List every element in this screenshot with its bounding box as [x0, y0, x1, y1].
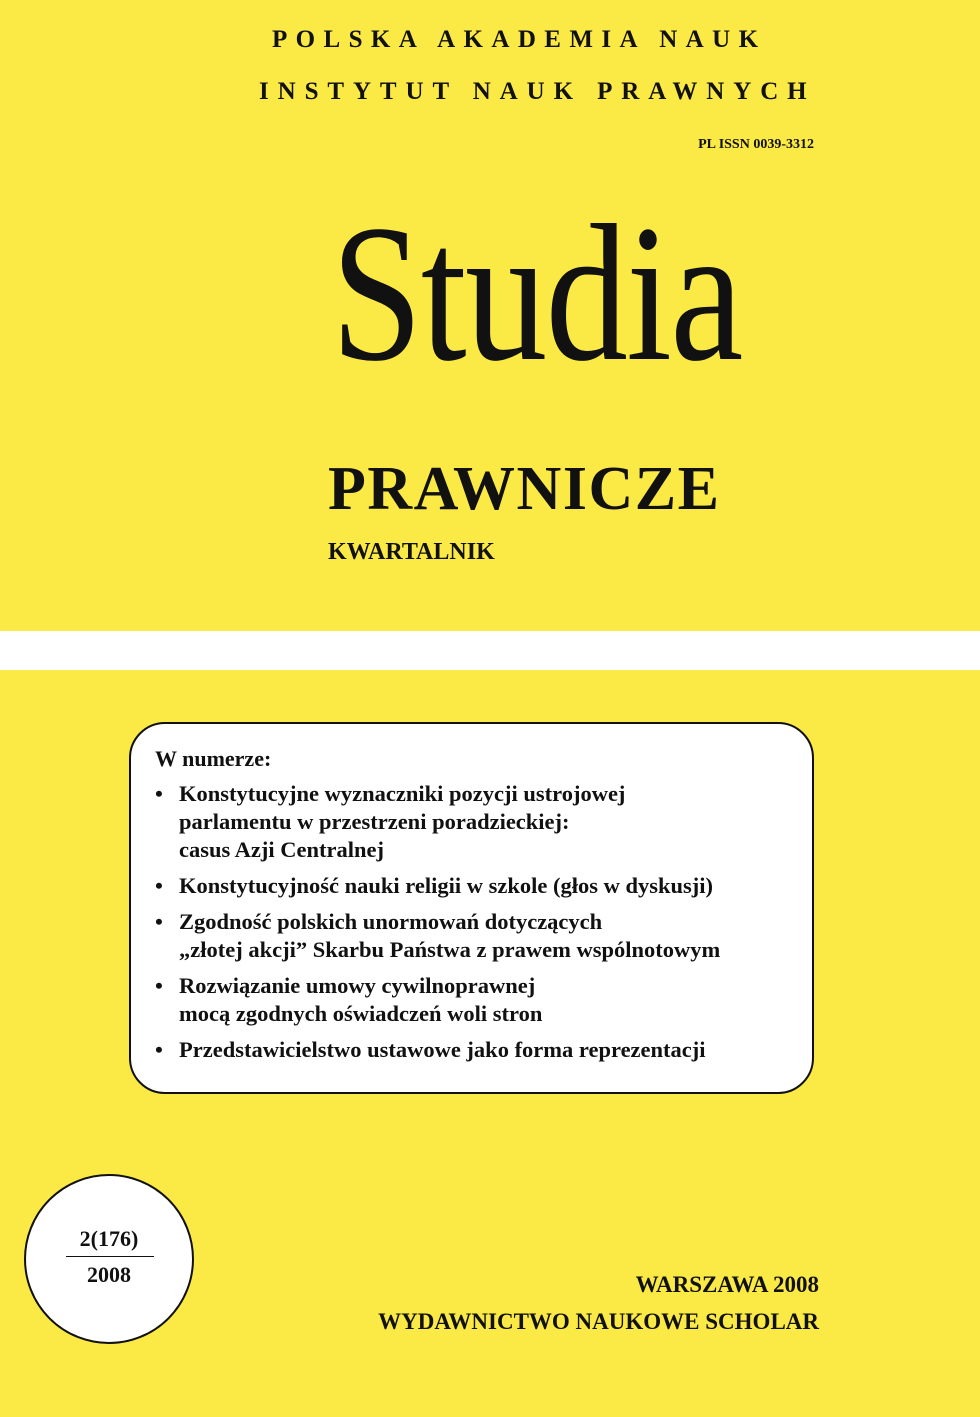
bullet-icon: • [155, 1037, 163, 1062]
contents-item-text: Zgodność polskich unormowań dotyczących „złotej akcji” Skarbu Państwa z prawem wspólnotowym [179, 909, 721, 962]
contents-item-text: Konstytucyjność nauki religii w szkole (głos w dyskusji) [179, 873, 714, 898]
bullet-icon: • [155, 973, 163, 998]
issue-year: 2008 [87, 1262, 131, 1287]
contents-item [155, 972, 812, 1028]
table-of-contents-box [129, 722, 814, 1094]
issue-badge [24, 1174, 194, 1344]
place-and-year: WARSZAWA 2008 [635, 1272, 819, 1297]
contents-item [155, 1036, 812, 1064]
contents-item [155, 780, 812, 864]
contents-item-text: Rozwiązanie umowy cywilnoprawnej mocą zgodnych oświadczeń woli stron [179, 973, 543, 1026]
white-band-divider [0, 631, 980, 670]
bullet-icon: • [155, 909, 163, 934]
issue-divider [66, 1256, 154, 1257]
contents-item [155, 908, 812, 964]
contents-heading: W numerze: [155, 746, 272, 771]
issue-number: 2(176) [79, 1226, 139, 1251]
journal-subtitle: PRAWNICZE [328, 455, 721, 523]
journal-title: Studia [331, 185, 742, 402]
institute-name: INSTYTUT NAUK PRAWNYCH [259, 78, 816, 105]
contents-item-text: Konstytucyjne wyznaczniki pozycji ustrojowej parlamentu w przestrzeni poradzieckiej: casus Azji Centralnej [179, 781, 626, 862]
journal-frequency: KWARTALNIK [328, 539, 495, 565]
publisher-name: WYDAWNICTWO NAUKOWE SCHOLAR [378, 1309, 819, 1334]
contents-list [155, 780, 812, 1064]
contents-item [155, 872, 812, 900]
bullet-icon: • [155, 873, 163, 898]
bullet-icon: • [155, 781, 163, 806]
academy-name: POLSKA AKADEMIA NAUK [272, 26, 767, 53]
issn-label: PL ISSN 0039-3312 [698, 137, 814, 152]
contents-item-text: Przedstawicielstwo ustawowe jako forma reprezentacji [179, 1037, 706, 1062]
